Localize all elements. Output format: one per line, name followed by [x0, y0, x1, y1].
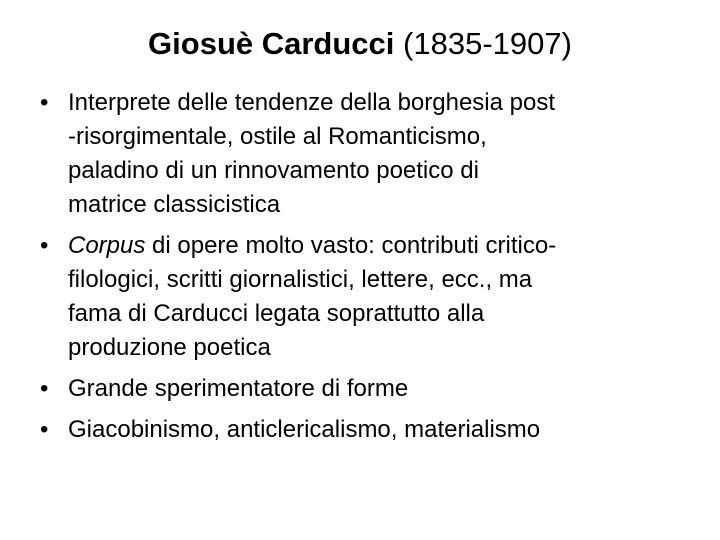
- bullet-list: [40, 86, 680, 454]
- bullet-text-line: Giacobinismo, anticlericalismo, materialismo: [68, 416, 541, 443]
- bullet-text-line: matrice classicistica: [68, 191, 281, 218]
- bullet-text-line: Interprete delle tendenze della borghesia post: [68, 89, 556, 116]
- bullet-text-line: Grande sperimentatore di forme: [68, 375, 409, 402]
- bullet-item: [40, 372, 680, 406]
- bullet-dot-icon: •: [40, 416, 49, 443]
- bullet-dot-icon: •: [40, 89, 49, 116]
- bullet-text-line: -risorgimentale, ostile al Romanticismo,: [68, 123, 487, 150]
- bullet-text-fragment: di opere molto vasto: contributi critico-: [145, 232, 557, 259]
- bullet-text-line: fama di Carducci legata soprattutto alla: [68, 300, 485, 327]
- bullet-emphasis: Corpus: [68, 232, 146, 259]
- bullet-text-line: filologici, scritti giornalistici, lettere, ecc., ma: [68, 266, 533, 293]
- bullet-dot-icon: •: [40, 375, 49, 402]
- bullet-item: [40, 413, 680, 447]
- title-dates: (1835-1907): [403, 26, 572, 61]
- bullet-dot-icon: •: [40, 232, 49, 259]
- bullet-text-line: produzione poetica: [68, 334, 271, 361]
- title-name: Giosuè Carducci: [148, 26, 395, 61]
- slide-title: [0, 24, 720, 64]
- bullet-text-line: paladino di un rinnovamento poetico di: [68, 157, 479, 184]
- bullet-item: [40, 229, 680, 365]
- bullet-item: [40, 86, 680, 222]
- bullet-text-line: [68, 229, 680, 263]
